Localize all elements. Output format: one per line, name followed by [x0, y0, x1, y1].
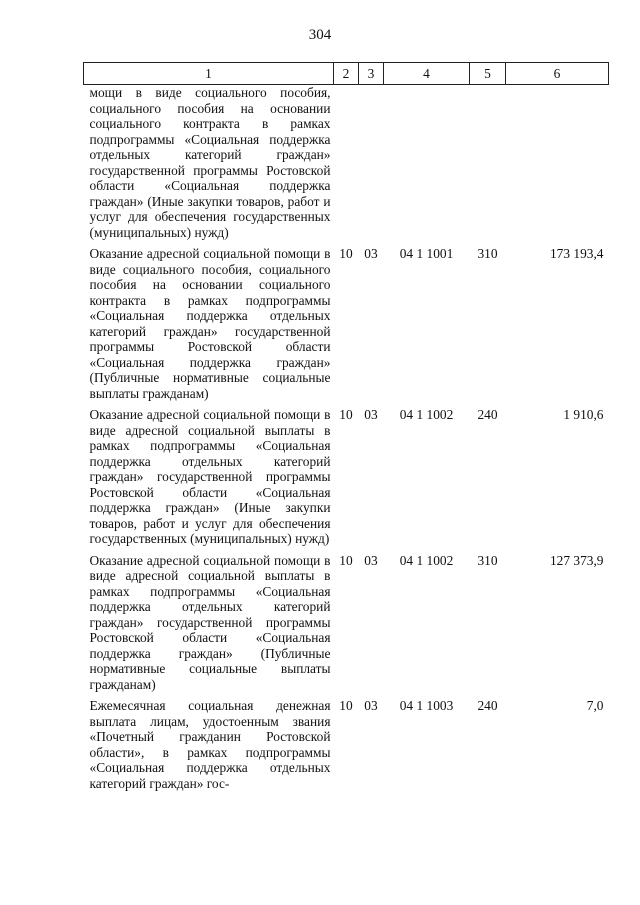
row-section	[334, 85, 359, 247]
row-expense-type: 310	[477, 246, 498, 261]
row-subsection: 03	[364, 246, 378, 261]
row-section: 10	[339, 552, 353, 568]
column-header-6: 6	[506, 63, 609, 85]
row-section: 10	[339, 246, 353, 261]
table-row	[84, 698, 609, 797]
column-header-5: 5	[470, 63, 506, 85]
column-header-4: 4	[384, 63, 470, 85]
row-amount: 127 373,9	[549, 552, 604, 568]
row-section: 10	[339, 698, 353, 713]
column-header-1: 1	[84, 63, 334, 85]
row-target-code: 04 1 1002	[399, 407, 454, 422]
table-row	[84, 553, 609, 699]
row-amount	[506, 85, 609, 247]
row-subsection: 03	[364, 407, 378, 422]
row-amount: 1 910,6	[563, 407, 604, 422]
table-row	[84, 85, 609, 247]
row-subsection	[359, 85, 384, 247]
row-subsection: 03	[364, 698, 378, 713]
row-description: Оказание адресной социальной помощи в виде адресной социальной выплаты в рамках подпрограммы «Социальная поддержка отдельных категорий граждан» государственной программы Ростовской области «Социальная поддержка граждан» (Иные закупки товаров, работ и услуг для обеспечения государственных (муниципальных) нужд)	[89, 407, 331, 546]
row-expense-type: 240	[477, 698, 498, 713]
row-expense-type	[470, 85, 506, 247]
row-section: 10	[339, 407, 353, 422]
row-expense-type: 240	[477, 407, 498, 422]
row-target-code: 04 1 1002	[399, 552, 454, 568]
row-subsection: 03	[364, 552, 378, 568]
column-header-2: 2	[334, 63, 359, 85]
table-row	[84, 246, 609, 407]
row-amount: 173 193,4	[549, 246, 604, 261]
page-number: 304	[308, 27, 332, 43]
row-description: Оказание адресной социальной помощи в виде социального пособия, социального пособия на основании социального контракта в рамках подпрограммы «Социальная поддержка отдельных категорий граждан» государственной программы Ростовской области «Социальная поддержка граждан» (Публичные нормативные социальные выплаты гражданам)	[89, 246, 331, 401]
row-target-code: 04 1 1003	[399, 698, 454, 713]
row-amount: 7,0	[586, 698, 604, 713]
row-description: мощи в виде социального пособия, социального пособия на основании социального контракта в рамках подпрограммы «Социальная поддержка отдельных категорий граждан» государственной программы Ростовской области «Социальная поддержка граждан» (Иные закупки товаров, работ и услуг для обеспечения государственных (муниципальных) нужд)	[89, 85, 331, 240]
row-target-code: 04 1 1001	[399, 246, 454, 261]
row-description: Ежемесячная социальная денежная выплата лицам, удостоенным звания «Почетный гражданин Ростовской области», в рамках подпрограммы «Социальная поддержка отдельных категорий граждан» гос-	[89, 698, 331, 791]
row-expense-type: 310	[477, 552, 498, 568]
row-description: Оказание адресной социальной помощи в виде адресной социальной выплаты в рамках подпрограммы «Социальная поддержка отдельных категорий граждан» государственной программы Ростовской области «Социальная поддержка граждан» (Публичные нормативные социальные выплаты гражданам)	[89, 552, 331, 692]
row-target-code	[384, 85, 470, 247]
table-header-row	[84, 63, 609, 85]
table-row	[84, 407, 609, 553]
column-header-3: 3	[359, 63, 384, 85]
budget-table	[83, 62, 609, 797]
